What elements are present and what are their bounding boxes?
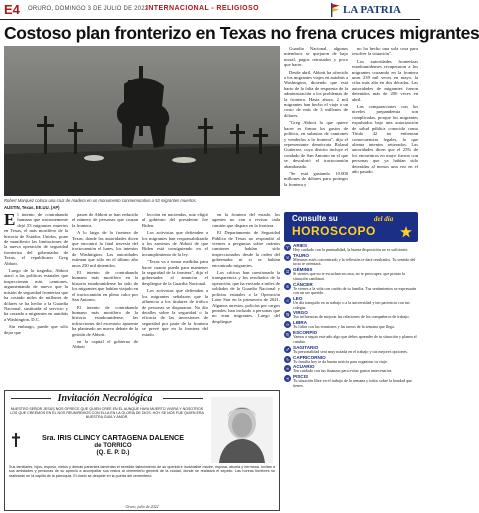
paragraph: El Departamento de Seguridad Pública de Texas no respondió al viernes a preguntas sobre cuántos camiones habían sido inspeccionados desde la orden del gobernador ni si se habían encontrado migrantes. xyxy=(212,230,280,268)
zodiac-sign-name: ACUARIO xyxy=(293,364,315,370)
zodiac-icon: ♐ xyxy=(285,346,290,352)
zodiac-sign-text: Un día tranquilo en tu trabajo o a la universidad y ten paciencia con tus colegas. xyxy=(293,300,410,310)
article-column-1 xyxy=(4,212,68,388)
zodiac-icon: ♋ xyxy=(285,283,290,289)
photo-caption: Robert Marquez coloca una cruz de madera en un monumento conmemorativo a 53 migrantes muertos. xyxy=(4,198,197,203)
paragraph: Las comparaciones con los niveles prepandemia son complicadas, porque los migrantes expulsados bajo una autorización de salud pública conocida como Título 42 no enfrentan consecuencias legales, lo que alienta intentos reiterados. Las autoridades dicen que el 25% de los encuentros en mayo fueron con personas que ya habían sido detenidas al menos una vez en el año pasado. xyxy=(352,104,418,174)
horoscope-item-body xyxy=(293,253,418,267)
zodiac-sign-text: Tu situación libre en el trabajo de la semana y todos sobre la bondad que tienes. xyxy=(293,378,412,388)
paragraph: Desde abril, Abbott ha ofrecido a los migrantes viajes en autobús a Washington, diciendo que está harto de la falta de respuesta de la administración a los problemas de la frontera. Hasta ahora, 2 mil migrantes han hecho el viaje a un costo de más de 3 millones de dólares. xyxy=(284,69,348,118)
paragraph: pasen de Abbott se han reducido el número de personas que cruzan la frontera. xyxy=(72,212,138,228)
paragraph: no ha hecho una sola cosa para resolver la situación". xyxy=(352,46,418,57)
obituary-notice xyxy=(4,390,280,511)
horoscope-item-body xyxy=(293,310,418,320)
zodiac-sign-name: LEO xyxy=(293,296,303,302)
obituary-verse: NUESTRO SEÑOR JESÚS NOS OFRECE QUE QUIEN CREE EN ÉL AUNQUE HAYA MUERTO VIVIRÁ Y NOSOTROS LOS QUE CREEMOS EN ÉL NOS REUNIREMOS CON ELLA EN LA GLORIA DE DIOS. HOY SE NOS FUE QUIEN ERA NUESTRA GUÍA Y AMOR. xyxy=(10,407,204,420)
horoscope-subtitle: del día xyxy=(374,215,394,223)
paragraph: A lo largo de la frontera de Texas, donde las autoridades dicen que encontró la fatal travesía del tractocamión el lunes, los intentos de Washington. Las autoridades estiman que sólo en el último año unos 250 mil detenidos. xyxy=(72,230,138,268)
brand-name: LA PATRIA xyxy=(343,4,401,16)
horoscope-item-body xyxy=(293,243,418,253)
paragraph: en la frontera del estado, los agentes no van a revisar cada camión que dispara en la frontera. xyxy=(212,212,280,228)
deceased-portrait xyxy=(211,397,273,463)
zodiac-sign-text: Tu personalidad será muy notada en el trabajo y tus mejores opciones. xyxy=(293,348,408,354)
paragraph: Los activistas que defienden a los migrantes han responsabilizado a los asesinos de Abbott de que Biden está consiguiendo en el incumplimiento de la ley. xyxy=(142,230,208,257)
paragraph: Sin embargo, puede que sólo dejar que xyxy=(4,324,68,335)
horoscope-item-body xyxy=(293,320,418,330)
article-column-4 xyxy=(212,212,280,388)
paragraph: El intento de contrabando humano más mortífero en la historia estadounidense ha sido de los migrantes que habían viajado en el tractocamión en pleno calor por San Antonio. xyxy=(72,270,138,303)
horoscope-item-body xyxy=(293,296,418,310)
obituary-closing: Oruro, julio de 2022 xyxy=(125,504,159,509)
zodiac-icon: ♈ xyxy=(285,245,290,250)
horoscope-banner xyxy=(284,212,418,242)
page-number: E4 xyxy=(4,2,20,17)
section-title: INTERNACIONAL - RELIGIOSO xyxy=(146,5,259,12)
paragraph: en la capital el gobierno de Abbott xyxy=(72,338,138,350)
zodiac-sign-text: Ten cuidado con tus finanzas para evitar gastos innecesarios. xyxy=(293,368,393,374)
horoscope-item xyxy=(284,355,418,365)
cross-icon xyxy=(11,433,21,447)
article-headline: Costoso plan fronterizo en Texas no frena cruces migrantes xyxy=(4,23,479,43)
article-column-6 xyxy=(352,46,418,209)
zodiac-sign-name: LIBRA xyxy=(293,320,308,326)
zodiac-sign-name: PISCIS xyxy=(293,374,309,380)
deceased-name-suffix xyxy=(23,442,203,456)
horoscope-item xyxy=(284,267,418,281)
zodiac-icon: ♊ xyxy=(285,269,290,275)
horoscope-item-body xyxy=(293,364,418,374)
horoscope-title-line2: HOROSCOPO xyxy=(292,224,376,238)
paragraph: lección en naciendas, ruiz eligió al gobierno del presidente Joe Biden. xyxy=(142,212,208,228)
zodiac-sign-name: VIRGO xyxy=(293,310,308,316)
brand-logo xyxy=(330,2,418,18)
zodiac-sign-name: CÁNCER xyxy=(293,281,313,287)
star-icon xyxy=(400,226,412,238)
zodiac-sign-name: SAGITARIO xyxy=(293,344,319,350)
zodiac-icon: ♏ xyxy=(285,332,290,338)
article-column-2 xyxy=(72,212,138,388)
zodiac-sign-text: Te vienes a la vida con cariño de tu familia. Tus sentimientos se expresarán con un ser querido. xyxy=(293,285,417,296)
horoscope-list xyxy=(284,243,418,513)
horoscope-item xyxy=(284,364,418,374)
paragraph: "Se está gastando 10.000 millones de dólares para proteger la frontera y xyxy=(284,170,348,187)
zodiac-sign-name: TAURO xyxy=(293,252,309,258)
horoscope-item-body xyxy=(293,355,418,365)
deceased-name: Sra. IRIS CLINCY CARTAGENA DALENCE xyxy=(41,433,185,442)
zodiac-sign-name: CAPRICORNIO xyxy=(293,354,326,360)
horoscope-item-body xyxy=(293,345,418,355)
paragraph: "Texas va a tomar medidas para hacer cuanto pueda para mantener la seguridad de la frontera", dijo el gobernador al anunciar el despliegue de la Guardia Nacional. xyxy=(142,259,208,286)
zodiac-icon: ♓ xyxy=(285,376,290,382)
zodiac-sign-name: GÉMINIS xyxy=(293,267,313,273)
zodiac-icon: ♍ xyxy=(285,312,290,318)
paragraph: Luego de la tragedia, Abbott atacó a las políticas estatales que inspeccionan más camiones, argumentando de nuevo que la misión de seguridad fronteriza que ha costado miles de millones de dólares se ha hecho a la Guardia Nacional, sustituida al servicio y ha cruzado a migrantes en autobús a Washington, D.C. xyxy=(4,268,68,322)
issue-date: ORURO, DOMINGO 3 DE JULIO DE 2022 xyxy=(28,6,149,12)
horoscope-item-body xyxy=(293,374,418,388)
horoscope-item xyxy=(284,330,418,344)
horoscope-item xyxy=(284,253,418,267)
zodiac-sign-text: Hoy cuidado con la puntualidad, la buena disposición no es suficiente. xyxy=(293,247,409,252)
flag-icon xyxy=(330,3,340,17)
rip-note: (Q. E. P. D.) xyxy=(96,449,130,456)
article-photo xyxy=(4,46,280,196)
zodiac-sign-text: Mientras estés concentrado y la reflexión te dará resultados. Tu sentido del tacto te orientará. xyxy=(293,256,416,267)
paragraph: El intento de contrabando humano que rostronemente dejó 53 migrantes muertos en Texas, el más mortífero de la historia de Estados Unidos, pone de manifiesto las limitaciones de la nueva operación de seguridad fronteriza del gobernador de Texas, el republicano Greg Abbott. xyxy=(4,210,68,266)
zodiac-sign-text: Si sientes que no te escuchan en casa, no te preocupes, que pronto la situación cambiará. xyxy=(293,271,405,281)
zodiac-icon: ♌ xyxy=(285,298,290,304)
paragraph: "Greg Abbott lo que quiere hacer es firmar los gastos de política, en subastas de camiones y venderlos a la frontera", dijo el representante demócrata Roland Gutierrez, cuyo distrito incluye el condado de San Antonio en el que se descubrió el tractocamión abandonado. xyxy=(284,120,348,169)
paragraph: Los activistas que defienden a los migrantes señalaron que la afluencia a los titulares de tráfico de personas se dispararon. No dio detalles sobre la seguridad o la eficacia de las inversiones de seguridad por parte de la frontera se prevé que en la frontera del estado. xyxy=(142,288,208,337)
zodiac-icon: ♑ xyxy=(285,356,290,362)
horoscope-item-body xyxy=(293,267,418,281)
obituary-title: Invitación Necrológica xyxy=(57,393,153,404)
article-column-3 xyxy=(142,212,208,388)
article-column-5 xyxy=(284,46,348,209)
zodiac-sign-text: Tu lidiar con las reuniones y las tareas de la semana que llega. xyxy=(293,324,395,330)
horoscope-title-line1: Consulte su xyxy=(292,214,338,223)
zodiac-sign-text: Tu familia hoy te da buena noticia para organizar tu viaje. xyxy=(293,358,388,364)
paragraph: Los autoridades fronterizas estadounidenses recuperaron a los migrantes cruzando en la frontera unas 239 mil veces en mayo, la cifra más alta en dos décadas. Las autoridades de migrantes fueron detenidos más de 200 veces en abril. xyxy=(352,58,418,102)
zodiac-sign-name: ARIES xyxy=(293,243,308,248)
horoscope-item-body xyxy=(293,282,418,296)
horoscope-item xyxy=(284,320,418,330)
horoscope-item xyxy=(284,296,418,310)
paragraph: El intento de contrabando humano más mortífero de la historia estadounidense, las infracciones del escenario aparente ha planteado un nuevo debate de la gestión de Abbott. xyxy=(72,304,138,337)
page-header xyxy=(0,0,420,20)
obituary-body: Sus familiares, hijos, esposo, nietos y demás parientes lamentan el sensible fallecimiento de su querida e inolvidable madre, esposa, abuela y hermana. Invitan a sus amistades y personas de su aprecio a acompañar sus restos al cementerio general de la ciudad, donde se realizará el sepelio. Las honras fúnebres se realizarán en la capilla de la parroquia. El duelo se despide en la puerta del cementerio. xyxy=(9,465,275,478)
zodiac-sign-name: ESCORPIO xyxy=(293,330,318,336)
deceased-married-name: de TORRICO xyxy=(94,442,132,449)
zodiac-icon: ♎ xyxy=(285,322,290,328)
zodiac-sign-text: Tus influencias de mejorar las relaciones de los compañeros de trabajo. xyxy=(293,314,410,320)
article-credit: AUSTIN, Texas, EE.UU. (AP) xyxy=(4,205,60,210)
horoscope-item-body xyxy=(293,330,418,344)
paragraph: Los críticos han cuestionado la transparencia y los resultados de la operación, que ha enviado a miles de soldados de la Guardia Nacional y policías estatales a la Operación Lone Star en la primavera de 2021. Algunos arrestos, policías por cargos penales, han incluido a personas que no eran migrantes. Luego del despliegue xyxy=(212,270,280,324)
horoscope-item xyxy=(284,374,418,388)
zodiac-sign-text: Vamos a seguir este año algo que debes aprender de tu situación y planea el cambio. xyxy=(293,334,417,344)
horoscope-item xyxy=(284,310,418,320)
horoscope-item xyxy=(284,243,418,253)
horoscope-item xyxy=(284,345,418,355)
paragraph: Guardia Nacional, algunos miembros se quejaron de bajo moral, pagos retrasados y poco que hacer. xyxy=(284,46,348,68)
zodiac-icon: ♒ xyxy=(285,366,290,372)
horoscope-item xyxy=(284,282,418,296)
zodiac-icon: ♉ xyxy=(285,254,290,260)
